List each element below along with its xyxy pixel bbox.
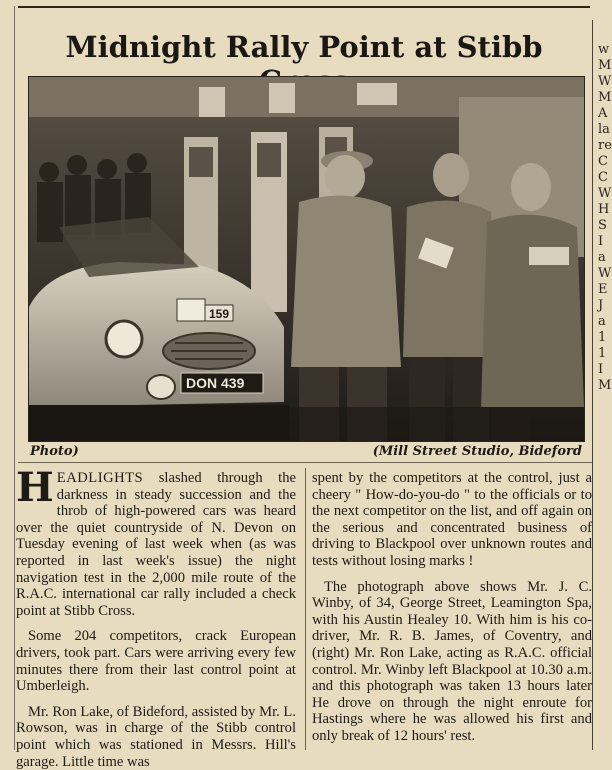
fragment-letter: J — [598, 298, 604, 313]
ground — [289, 407, 584, 441]
fragment-letter: w — [598, 42, 610, 57]
headline: Midnight Rally Point at Stibb — [65, 30, 543, 64]
right-column-rule — [592, 20, 593, 750]
fragment-letter: 1 — [598, 330, 607, 345]
paragraph: The photograph above shows Mr. J. C. Winby, of 34, George Street, Leamington Spa, with his Austin Healey 10. With him is his co-driver, Mr. R. B. James, of Coventry, and (right) Mr. Ron Lake, acting as R.A.C. official control. Mr. Winby left Blackpool at 10.30 a.m. and this photograph was taken 13 hours later He drove on through the night enroute for Hastings where he was allowed his first and only break of 12 hours' rest. — [312, 578, 592, 744]
left-column-rule — [14, 6, 15, 750]
fragment-letter: a — [598, 314, 606, 329]
fragment-letter: I — [598, 234, 604, 249]
top-rule — [18, 6, 590, 8]
fragment-letter: C — [598, 170, 608, 185]
fragment-letter: W — [598, 74, 612, 89]
pump-globe — [199, 87, 225, 117]
column-divider — [305, 468, 306, 750]
fragment-letter: A — [598, 106, 608, 121]
fragment-letter: S — [598, 218, 607, 233]
photo-credit-right: (Mill Street Studio, Bideford — [372, 444, 582, 459]
fragment-letter: M — [598, 90, 612, 105]
paragraph: spent by the competitors at the control, just a cheery " How-do-you-do " to the officials or to the next competitor on the list, and off again on the serious and concentrated business of driving to Blackpool over unknown routes and tests without losing marks ! — [312, 470, 592, 569]
fragment-letter: W — [598, 266, 612, 281]
fragment-letter: M — [598, 58, 612, 73]
fragment-letter: 1 — [598, 346, 607, 361]
photo-credit-left: Photo) — [30, 444, 79, 459]
pump-globe — [357, 83, 397, 105]
drop-cap: H — [16, 464, 54, 511]
caption-rule — [18, 462, 592, 463]
paragraph: Some 204 competitors, crack European drivers, took part. Cars were arriving every few minutes there from their last control point at Umberleigh. — [16, 628, 296, 695]
adjacent-column-fragment — [598, 42, 612, 394]
fragment-letter: W — [598, 186, 612, 201]
article-column-right — [312, 470, 592, 745]
number-plate: DON 439 — [186, 375, 245, 391]
article-column-left — [16, 464, 296, 770]
paragraph-opening — [16, 464, 296, 619]
fragment-letter: I — [598, 362, 604, 377]
petrol-pump — [251, 132, 287, 312]
fragment-letter: C — [598, 154, 608, 169]
photo-illustration — [29, 77, 584, 441]
pump-globe — [269, 83, 295, 113]
fragment-letter: E — [598, 282, 608, 297]
fragment-letter: re — [598, 138, 612, 153]
fragment-letter: M — [598, 378, 612, 393]
fragment-letter: a — [598, 250, 606, 265]
fragment-letter: H — [598, 202, 610, 217]
lead-word: EADLIGHTS — [56, 470, 144, 486]
rally-number: 159 — [209, 307, 230, 321]
fragment-letter: la — [598, 122, 610, 137]
paragraph-text: slashed through the darkness in steady succession and the throb of high-powered cars was heard over the quiet countryside of N. Devon on Tuesday evening of last week when (as was reported in last week's issue) the night navigation test in the 2,000 mile route of the R.A.C. international car rally included a check point at Stibb Cross. — [16, 470, 296, 619]
news-photo — [28, 76, 585, 442]
paragraph: Mr. Ron Lake, of Bideford, assisted by Mr. L. Rowson, was in charge of the Stibb control point which was stationed in Messrs. Hill's garage. Little time was — [16, 703, 296, 770]
